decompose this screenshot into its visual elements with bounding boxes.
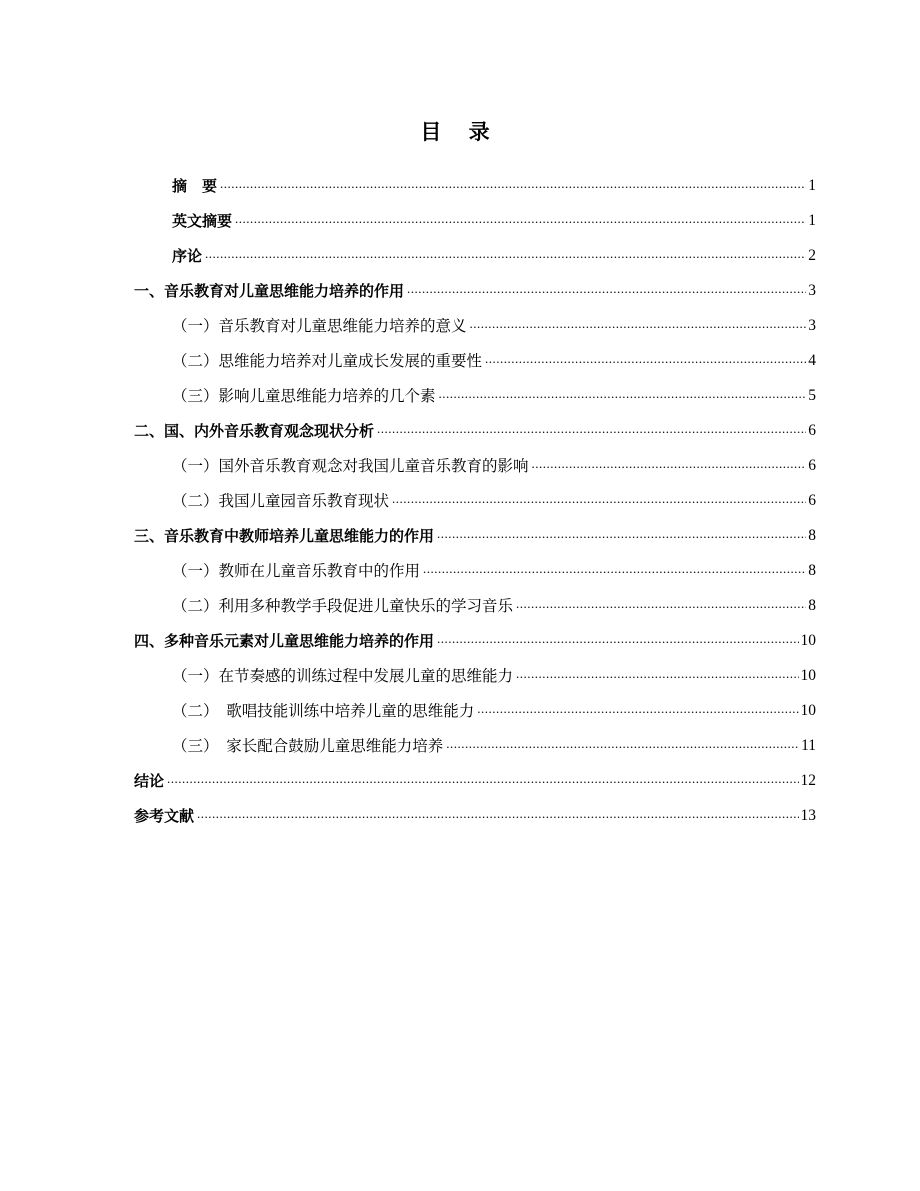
dot-leader <box>516 594 806 614</box>
toc-entry-section-2-2[interactable] <box>172 477 816 511</box>
toc-entry-label: （三）影响儿童思维能力培养的几个素 <box>172 387 436 405</box>
toc-entry-page: 10 <box>800 667 816 684</box>
toc-entry-label: 四、多种音乐元素对儿童思维能力培养的作用 <box>134 632 435 650</box>
toc-entry-page: 3 <box>808 282 816 299</box>
toc-entry-section-1-2[interactable] <box>172 337 816 371</box>
toc-entry-page: 5 <box>808 387 816 404</box>
dot-leader <box>437 629 798 649</box>
toc-entry-page: 1 <box>808 212 816 229</box>
toc-entry-label: （二）思维能力培养对儿童成长发展的重要性 <box>172 352 483 370</box>
toc-entry-section-4-2[interactable] <box>172 687 816 721</box>
toc-entry-chapter-2[interactable] <box>134 407 816 441</box>
toc-entry-page: 6 <box>808 422 816 439</box>
dot-leader <box>197 804 798 824</box>
dot-leader <box>235 209 806 229</box>
toc-entry-label: （二）我国儿童园音乐教育现状 <box>172 492 390 510</box>
dot-leader <box>439 384 807 404</box>
dot-leader <box>437 524 806 544</box>
toc-entry-label: 参考文献 <box>134 807 195 825</box>
toc-entry-label: （一）音乐教育对儿童思维能力培养的意义 <box>172 317 467 335</box>
toc-entry-section-1-3[interactable] <box>172 372 816 406</box>
toc-entry-label: 结论 <box>134 772 165 790</box>
dot-leader <box>446 734 799 754</box>
toc-entry-page: 12 <box>800 772 816 789</box>
toc-entry-abstract[interactable] <box>172 162 816 196</box>
dot-leader <box>470 314 807 334</box>
toc-entry-section-3-1[interactable] <box>172 547 816 581</box>
toc-entry-label: （一）在节奏感的训练过程中发展儿童的思维能力 <box>172 667 514 685</box>
toc-entry-page: 4 <box>808 352 816 369</box>
dot-leader <box>407 279 806 299</box>
toc-entry-references[interactable] <box>134 792 816 826</box>
toc-entry-label: 序论 <box>172 247 203 265</box>
toc-entry-label: （一）国外音乐教育观念对我国儿童音乐教育的影响 <box>172 457 529 475</box>
toc-entry-page: 6 <box>808 492 816 509</box>
toc-entry-chapter-1[interactable] <box>134 267 816 301</box>
dot-leader <box>377 419 806 439</box>
toc-entry-label: 摘 要 <box>172 177 218 195</box>
toc-entry-label: （二） 歌唱技能训练中培养儿童的思维能力 <box>172 702 475 720</box>
toc-entry-section-2-1[interactable] <box>172 442 816 476</box>
toc-entry-page: 8 <box>808 597 816 614</box>
toc-entry-page: 8 <box>808 527 816 544</box>
dot-leader <box>205 244 806 264</box>
toc-entry-section-4-1[interactable] <box>172 652 816 686</box>
toc-entry-page: 8 <box>808 562 816 579</box>
toc-entry-page: 10 <box>800 702 816 719</box>
toc-entry-label: （二）利用多种教学手段促进儿童快乐的学习音乐 <box>172 597 514 615</box>
toc-entry-label: 英文摘要 <box>172 212 233 230</box>
toc-entry-english-abstract[interactable] <box>172 197 816 231</box>
dot-leader <box>485 349 806 369</box>
toc-entry-section-1-1[interactable] <box>172 302 816 336</box>
toc-entry-introduction[interactable] <box>172 232 816 266</box>
toc-title: 目 录 <box>420 120 500 144</box>
toc-entry-label: （三） 家长配合鼓励儿童思维能力培养 <box>172 737 444 755</box>
toc-entry-page: 1 <box>808 177 816 194</box>
dot-leader <box>167 769 798 789</box>
toc-entry-label: 二、国、内外音乐教育观念现状分析 <box>134 422 375 440</box>
toc-entry-conclusion[interactable] <box>134 757 816 791</box>
dot-leader <box>220 174 806 194</box>
dot-leader <box>532 454 807 474</box>
toc-entry-page: 3 <box>808 317 816 334</box>
toc-entry-chapter-3[interactable] <box>134 512 816 546</box>
dot-leader <box>477 699 798 719</box>
toc-entry-section-4-3[interactable] <box>172 722 816 756</box>
dot-leader <box>516 664 798 684</box>
toc-entry-page: 11 <box>801 737 816 754</box>
toc-entry-page: 10 <box>800 632 816 649</box>
toc-entry-label: （一）教师在儿童音乐教育中的作用 <box>172 562 421 580</box>
toc-entry-page: 6 <box>808 457 816 474</box>
toc-entry-label: 一、音乐教育对儿童思维能力培养的作用 <box>134 282 405 300</box>
toc-entry-section-3-2[interactable] <box>172 582 816 616</box>
dot-leader <box>423 559 806 579</box>
toc-entry-chapter-4[interactable] <box>134 617 816 651</box>
dot-leader <box>392 489 806 509</box>
toc-entry-page: 2 <box>808 247 816 264</box>
toc-entry-label: 三、音乐教育中教师培养儿童思维能力的作用 <box>134 527 435 545</box>
toc-entry-page: 13 <box>800 807 816 824</box>
